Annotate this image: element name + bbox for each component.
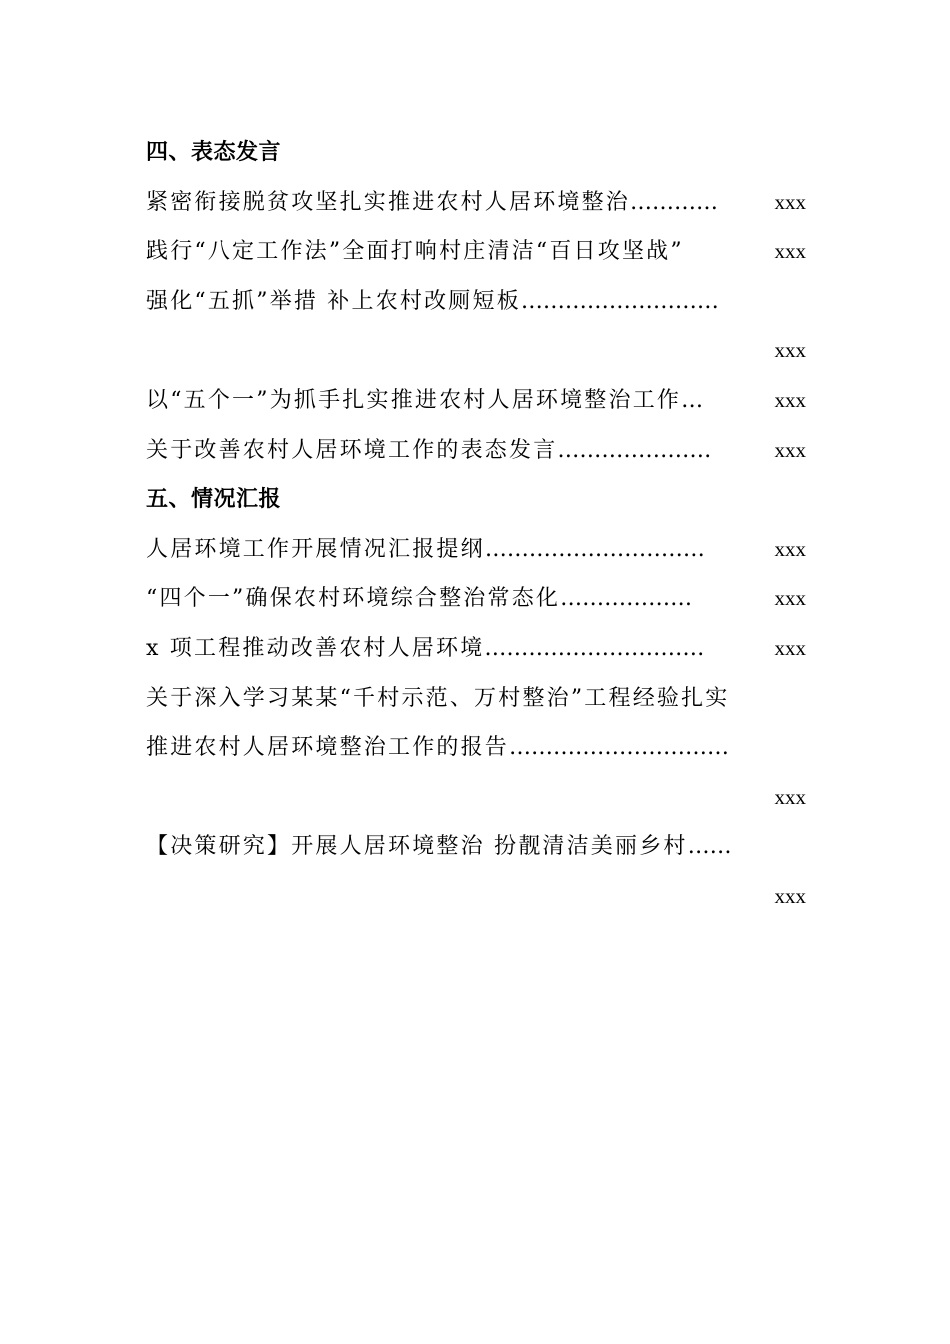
table-of-contents [146, 128, 806, 922]
toc-entry-page: xxx [774, 883, 806, 908]
toc-entry [146, 426, 806, 476]
section-heading-4: 四、表态发言 [146, 140, 282, 165]
toc-entry-title: 紧密衔接脱贫攻坚扎实推进农村人居环境整治 [146, 189, 631, 215]
toc-entry [146, 822, 806, 872]
toc-entry-continuation [146, 326, 806, 376]
toc-entry [146, 525, 806, 575]
toc-entry-leader: ……………… [560, 586, 693, 612]
section-heading-5: 五、情况汇报 [146, 487, 282, 513]
toc-entry-title: “四个一”确保农村环境综合整治常态化 [146, 586, 561, 612]
toc-entry-page: xxx [774, 189, 806, 214]
toc-entry-title: 关于深入学习某某“千村示范、万村整治”工程经验扎实 [146, 685, 730, 711]
toc-entry [146, 178, 806, 228]
toc-entry-page: xxx [774, 239, 806, 264]
toc-entry-title: 人居环境工作开展情况汇报提纲 [146, 536, 485, 562]
toc-entry-leader: ………………………… [484, 635, 705, 661]
toc-entry-page: xxx [774, 586, 806, 611]
toc-entry-continuation [146, 872, 806, 922]
toc-entry-page: xxx [774, 536, 806, 561]
toc-entry-continuation [146, 773, 806, 823]
toc-entry-title: x 项工程推动改善农村人居环境 [146, 635, 485, 661]
toc-entry-title: 践行“八定工作法”全面打响村庄清洁“百日攻坚战” [146, 239, 684, 265]
toc-entry [146, 376, 806, 426]
toc-entry-page: xxx [774, 437, 806, 462]
toc-entry-leader: ………………………… [509, 735, 730, 761]
toc-entry [146, 277, 806, 327]
toc-entry [146, 624, 806, 674]
toc-entry-leader: ………………… [557, 437, 712, 463]
toc-entry [146, 674, 806, 724]
toc-entry [146, 574, 806, 624]
toc-entry-title: 关于改善农村人居环境工作的表态发言 [146, 437, 558, 463]
toc-entry-page: xxx [774, 784, 806, 809]
toc-entry-leader: … [681, 387, 704, 413]
toc-entry-title: 【决策研究】开展人居环境整治 扮靓清洁美丽乡村 [146, 834, 688, 860]
toc-entry-leader: ………………………… [484, 536, 705, 562]
toc-entry-leader: …… [687, 834, 732, 860]
toc-entry-leader: ……………………… [520, 288, 719, 314]
toc-entry-title: 强化“五抓”举措 补上农村改厕短板 [146, 288, 521, 314]
toc-entry [146, 227, 806, 277]
toc-entry-page: xxx [774, 338, 806, 363]
toc-entry-leader: ………… [630, 189, 719, 215]
toc-entry-title: 以“五个一”为抓手扎实推进农村人居环境整治工作 [146, 387, 682, 413]
toc-entry-continuation [146, 723, 806, 773]
toc-entry-title: 推进农村人居环境整治工作的报告 [146, 735, 510, 761]
toc-entry-page: xxx [774, 387, 806, 412]
toc-entry-page: xxx [774, 635, 806, 660]
